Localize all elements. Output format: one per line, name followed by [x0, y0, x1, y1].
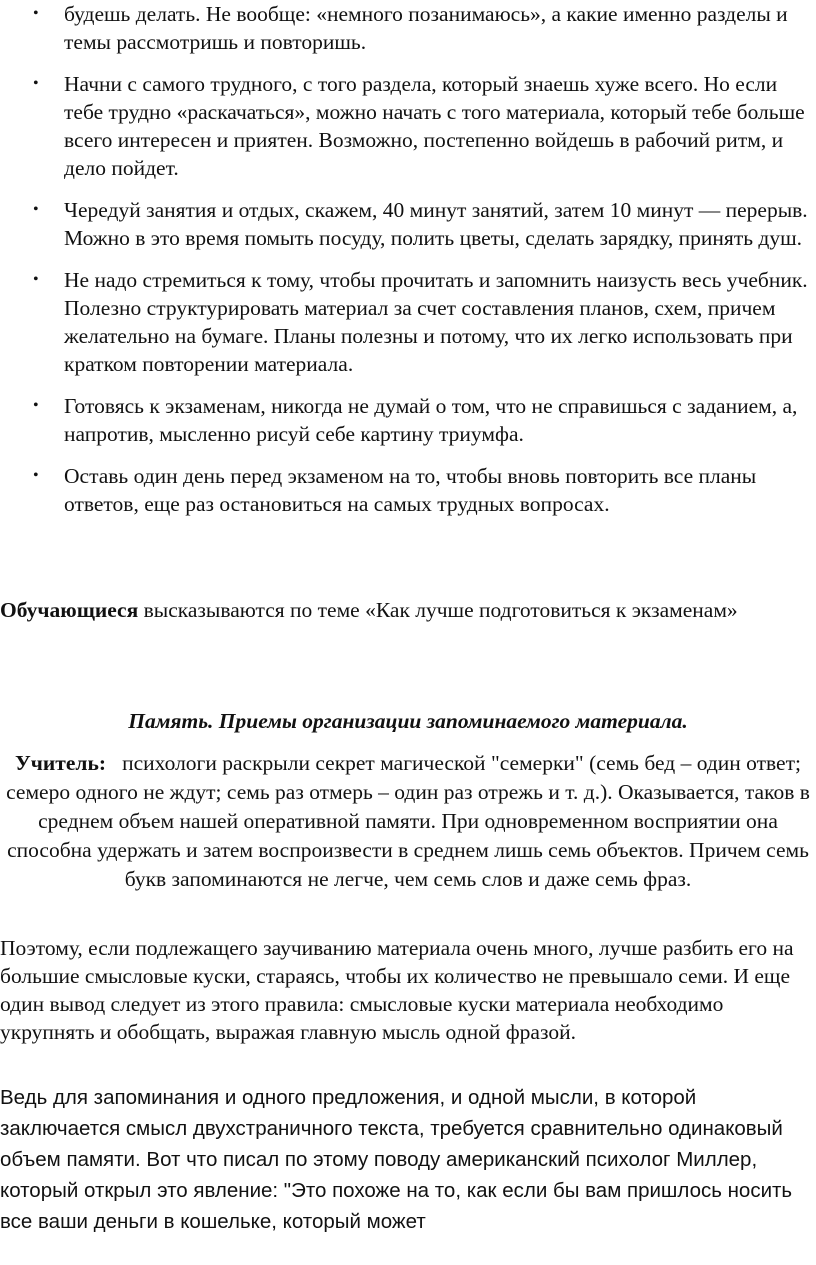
section-heading: Память. Приемы организации запоминаемого материала.	[128, 709, 688, 733]
list-item	[0, 0, 816, 56]
bullet-icon: •	[33, 271, 39, 288]
bullet-icon: •	[33, 201, 39, 218]
advice-bullet-list	[0, 0, 816, 532]
body-paragraph: Поэтому, если подлежащего заучиванию материала очень много, лучше разбить его на большие смысловые куски, стараясь, чтобы их количество не превышало семи. И еще один вывод следует из этого правила: смысловые куски материала необходимо укрупнять и обобщать, выражая главную мысль одной фразой.	[0, 936, 794, 1044]
teacher-paragraph	[0, 749, 816, 894]
list-item	[0, 392, 816, 448]
list-item	[0, 196, 816, 252]
list-item-text: Начни с самого трудного, с того раздела, который знаешь хуже всего. Но если тебе трудно «раскачаться», можно начать с того материала, который тебе больше всего интересен и приятен. Возможно, постепенно войдешь в рабочий ритм, и дело пойдет.	[64, 72, 805, 180]
teacher-label: Учитель:	[15, 751, 106, 775]
body-paragraph: Ведь для запоминания и одного предложения, и одной мысли, в которой заключается смысл двухстраничного текста, требуется сравнительно одинаковый объем памяти. Вот что писал по этому поводу американский психолог Миллер, который открыл это явление: "Это похоже на то, как если бы вам пришлось носить все ваши деньги в кошельке, который может	[0, 1086, 793, 1233]
bullet-icon: •	[33, 467, 39, 484]
list-item	[0, 266, 816, 378]
list-item-text: Оставь один день перед экзаменом на то, чтобы вновь повторить все планы ответов, еще раз остановиться на самых трудных вопросах.	[64, 464, 757, 516]
students-text: высказываются по теме «Как лучше подготовиться к экзаменам»	[138, 598, 738, 622]
list-item-text: будешь делать. Не вообще: «немного позанимаюсь», а какие именно разделы и темы рассмотришь и повторишь.	[64, 2, 788, 54]
students-paragraph	[0, 596, 812, 624]
list-item	[0, 462, 816, 518]
bullet-icon: •	[33, 397, 39, 414]
bullet-icon: •	[33, 75, 39, 92]
teacher-text: психологи раскрыли секрет магической "семерки" (семь бед – один ответ; семеро одного не ждут; семь раз отмерь – один раз отрежь и т. д.). Оказывается, таков в среднем объем нашей оперативной памяти. При одновременном восприятии она способна удержать и затем воспроизвести в среднем лишь семь объектов. Причем семь букв запоминаются не легче, чем семь слов и даже семь фраз.	[6, 751, 810, 891]
bullet-icon: •	[33, 5, 39, 22]
list-item	[0, 70, 816, 182]
list-item-text: Готовясь к экзаменам, никогда не думай о том, что не справишься с заданием, а, напротив, мысленно рисуй себе картину триумфа.	[64, 394, 798, 446]
list-item-text: Не надо стремиться к тому, чтобы прочитать и запомнить наизусть весь учебник. Полезно структурировать материал за счет составления планов, схем, причем желательно на бумаге. Планы полезны и потому, что их легко использовать при кратком повторении материала.	[64, 268, 808, 376]
students-label: Обучающиеся	[0, 598, 139, 622]
list-item-text: Чередуй занятия и отдых, скажем, 40 минут занятий, затем 10 минут — перерыв. Можно в это время помыть посуду, полить цветы, сделать зарядку, принять душ.	[64, 198, 808, 250]
